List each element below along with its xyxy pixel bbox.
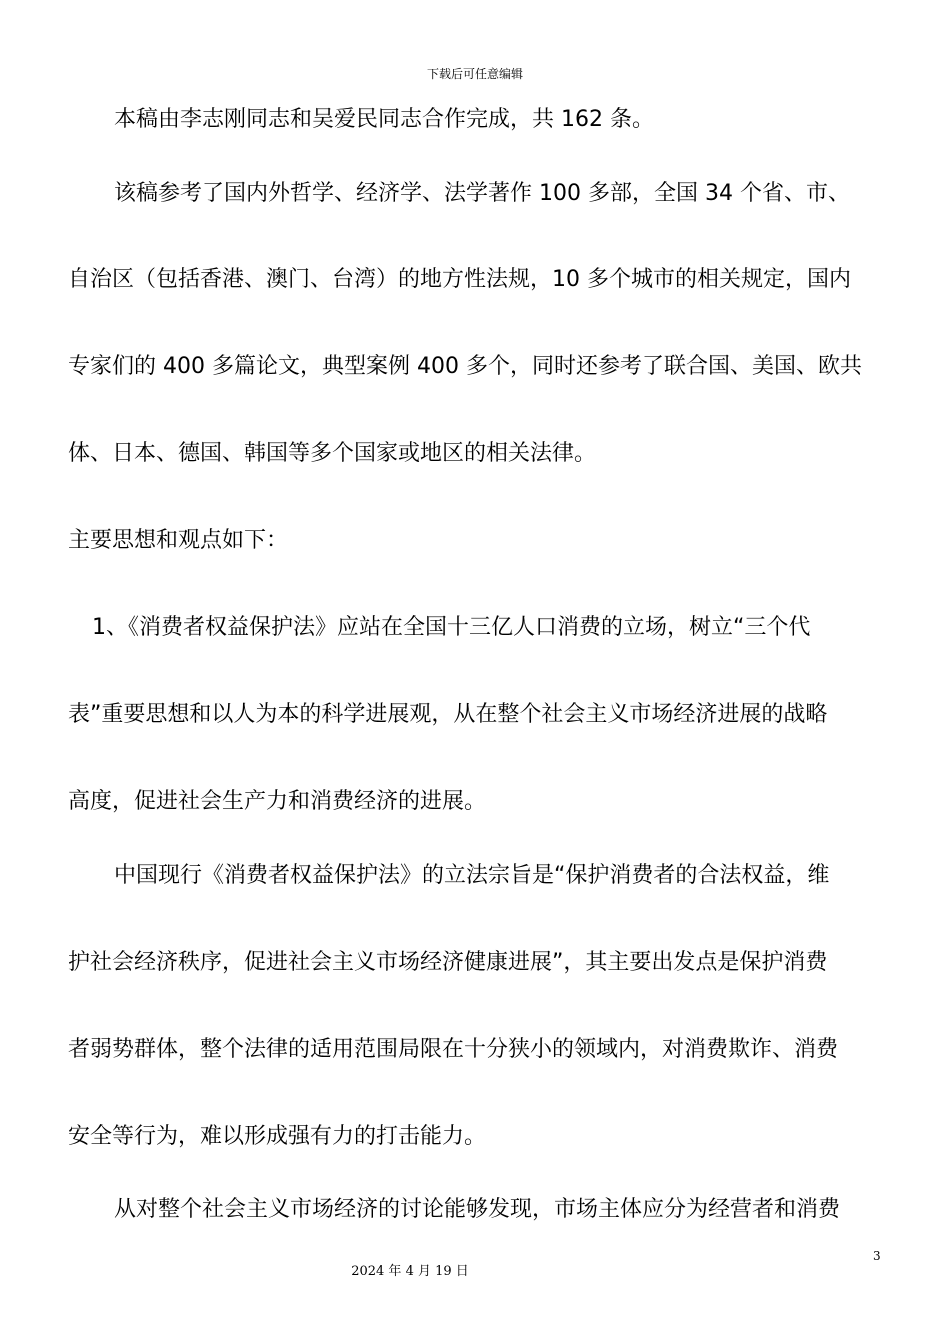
text-line: 该稿参考了国内外哲学、经济学、法学著作 100 多部，全国 34 个省、市、 (114, 181, 850, 206)
text-line: 专家们的 400 多篇论文，典型案例 400 多个，同时还参考了联合国、美国、欧共 (68, 354, 862, 379)
text-line: 本稿由李志刚同志和吴爱民同志合作完成，共 162 条。 (114, 107, 654, 132)
text-line: 自治区（包括香港、澳门、台湾）的地方性法规，10 多个城市的相关规定，国内 (68, 267, 851, 292)
text-line: 主要思想和观点如下： (68, 528, 289, 553)
page-header-note: 下载后可任意编辑 (426, 67, 523, 81)
text-line: 表”重要思想和以人为本的科学进展观，从在整个社会主义市场经济进展的战略 (68, 702, 828, 727)
page-number: 3 (873, 1249, 881, 1263)
text-line: 护社会经济秩序，促进社会主义市场经济健康进展”，其主要出发点是保护消费 (68, 950, 828, 975)
text-line: 从对整个社会主义市场经济的讨论能够发现，市场主体应分为经营者和消费 (114, 1197, 841, 1222)
text-line: 中国现行《消费者权益保护法》的立法宗旨是“保护消费者的合法权益，维 (114, 863, 830, 888)
text-line: 1、《消费者权益保护法》应站在全国十三亿人口消费的立场，树立“三个代 (92, 615, 811, 640)
text-line: 者弱势群体，整个法律的适用范围局限在十分狭小的领域内，对消费欺诈、消费 (68, 1037, 839, 1062)
text-line: 安全等行为，难以形成强有力的打击能力。 (68, 1124, 487, 1149)
footer-date: 2024 年 4 月 19 日 (351, 1264, 469, 1279)
text-line: 体、日本、德国、韩国等多个国家或地区的相关法律。 (68, 441, 597, 466)
text-line: 高度，促进社会生产力和消费经济的进展。 (68, 789, 487, 814)
